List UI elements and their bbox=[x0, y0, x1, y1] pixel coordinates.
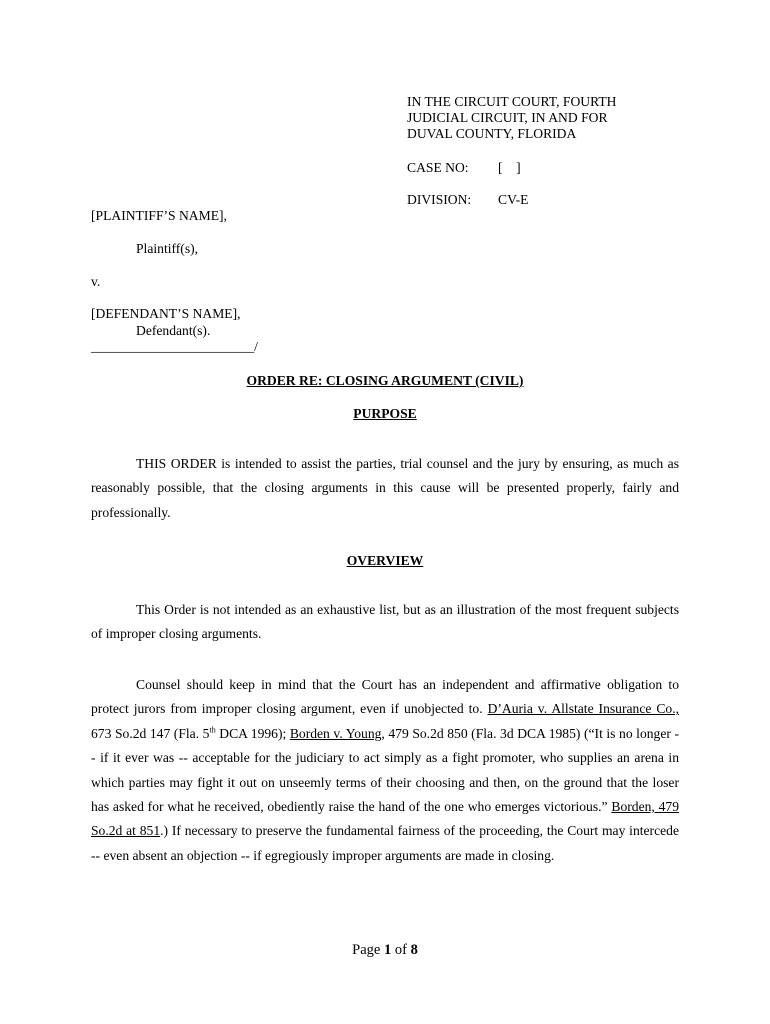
purpose-heading: PURPOSE bbox=[353, 406, 417, 421]
plaintiff-name: [PLAINTIFF’S NAME], bbox=[91, 208, 227, 223]
para2-text-2: 673 So.2d 147 (Fla. 5 bbox=[91, 725, 210, 741]
division-value: CV-E bbox=[498, 192, 529, 207]
overview-paragraph-2 bbox=[91, 673, 679, 868]
plaintiff-role: Plaintiff(s), bbox=[136, 241, 199, 256]
para2-text-4: , 479 So.2d 850 (Fla. 3d DCA 1985) (“It is no longer -- if it ever was -- acceptable for the judiciary to act simply as a fight promoter, who supplies an arena in which parties may fight it out on unseemly terms of their choosing and then, on the ground that the loser has asked for what he received, obediently raise the hand of the one who emerges victorious.” bbox=[91, 725, 679, 815]
current-page-number: 1 bbox=[383, 942, 392, 958]
caption-line: ________________________/ bbox=[91, 339, 258, 354]
purpose-paragraph bbox=[91, 452, 679, 525]
para2-text-3: DCA 1996); bbox=[215, 725, 290, 741]
case-citation-dauria: D’Auria v. Allstate Insurance Co., bbox=[487, 701, 679, 717]
defendant-name: [DEFENDANT’S NAME], bbox=[91, 306, 241, 321]
division-label: DIVISION: bbox=[407, 192, 472, 207]
court-heading bbox=[407, 94, 616, 142]
case-number-label: CASE NO: bbox=[407, 160, 469, 175]
case-number-value: [ ] bbox=[498, 160, 521, 175]
purpose-text: THIS ORDER is intended to assist the parties, trial counsel and the jury by ensuring, as much as reasonably possible, that the closing arguments in this cause will be presented properly, fairly and professionally. bbox=[91, 456, 679, 520]
ordinal-suffix: th bbox=[209, 725, 216, 735]
court-line-2: JUDICIAL CIRCUIT, IN AND FOR bbox=[407, 110, 608, 125]
page-footer bbox=[0, 942, 770, 959]
of-word: of bbox=[391, 942, 411, 958]
defendant-role: Defendant(s). bbox=[136, 323, 211, 338]
para2-text-5: .) If necessary to preserve the fundamental fairness of the proceeding, the Court may intercede -- even absent an objection -- if egregiously improper arguments are made in closing. bbox=[91, 823, 679, 863]
pin-citation-borden: Borden, 479 So.2d at 851 bbox=[91, 799, 679, 839]
overview-heading: OVERVIEW bbox=[346, 553, 424, 568]
overview-paragraph-1 bbox=[91, 598, 679, 647]
page-word: Page bbox=[352, 942, 384, 958]
para2-text-1: Counsel should keep in mind that the Court has an independent and affirmative obligation to protect jurors from improper closing argument, even if unobjected to. bbox=[91, 677, 679, 717]
versus: v. bbox=[91, 274, 101, 289]
court-line-3: DUVAL COUNTY, FLORIDA bbox=[407, 126, 577, 141]
document-title: ORDER RE: CLOSING ARGUMENT (CIVIL) bbox=[246, 373, 524, 388]
case-citation-borden: Borden v. Young bbox=[289, 725, 382, 741]
total-pages: 8 bbox=[410, 942, 418, 958]
court-line-1: IN THE CIRCUIT COURT, FOURTH bbox=[407, 94, 617, 109]
overview-text-1: This Order is not intended as an exhaustive list, but as an illustration of the most frequent subjects of improper closing arguments. bbox=[91, 602, 679, 642]
